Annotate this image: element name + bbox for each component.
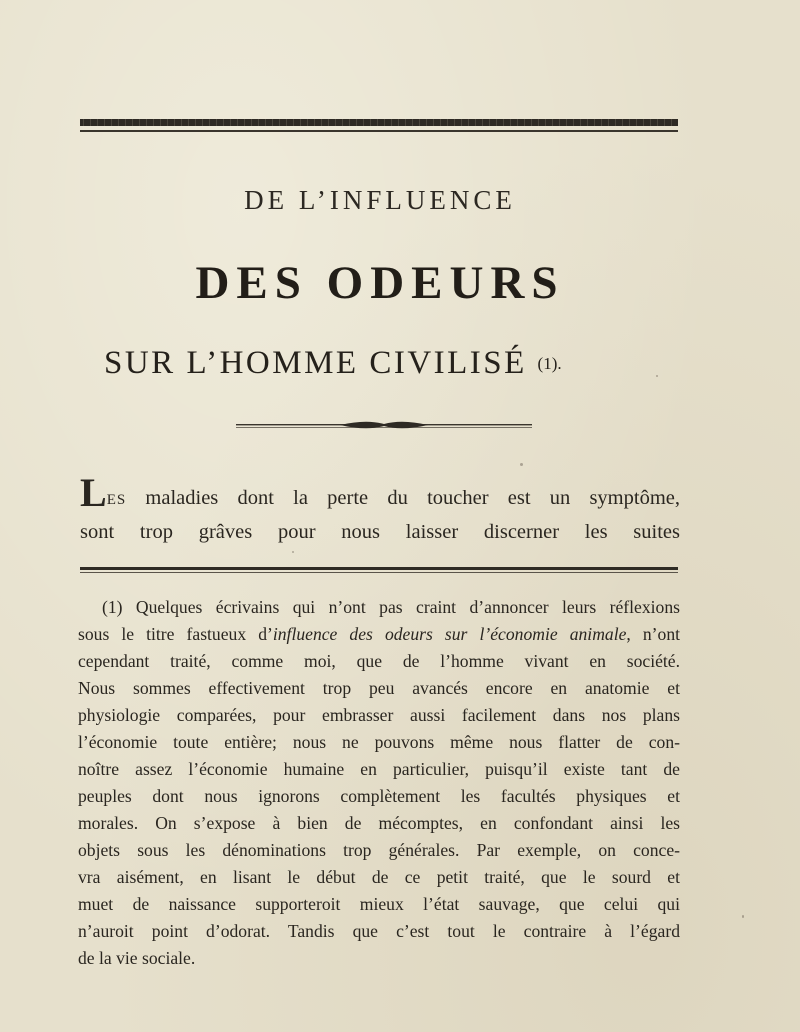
top-double-rule-thick — [80, 119, 678, 126]
footnote-line: cependant traité, comme moi, que de l’homme vivant en société. — [78, 651, 680, 671]
top-double-rule-thin — [80, 130, 678, 132]
paper-speck — [292, 551, 294, 553]
paper-speck — [520, 463, 523, 466]
title-line-2: DES ODEURS — [195, 257, 565, 309]
body-paragraph — [80, 470, 680, 548]
title-line-3-text: SUR L’HOMME CIVILISÉ — [104, 345, 527, 381]
footnote-italic-title: influence des odeurs sur l’économie animale — [272, 624, 627, 644]
footnote — [78, 594, 680, 972]
footnote-line-2-start: sous le titre fastueux d’ — [78, 624, 273, 644]
footnote-line: (1) Quelques écrivains qui n’ont pas craint d’annoncer leurs réflexions — [102, 597, 680, 617]
footnote-line-2-end: , n’ont — [626, 624, 681, 644]
footnote-line — [78, 621, 680, 648]
ornamental-divider — [236, 418, 532, 432]
footnote-line: de la vie sociale. — [78, 948, 196, 968]
body-line-2: sont trop grâves pour nous laisser discerner les suites — [80, 521, 680, 543]
paper-speck — [656, 375, 658, 377]
footnote-separator-rule — [80, 567, 678, 570]
footnote-line: n’auroit point d’odorat. Tandis que c’est tout le contraire à l’égard — [78, 921, 680, 941]
body-line-1 — [80, 470, 680, 516]
paper-speck — [742, 915, 744, 918]
footnote-line: objets sous les dénominations trop générales. Par exemple, on conce- — [78, 840, 680, 860]
footnote-line: peuples dont nous ignorons complètement les facultés physiques et — [78, 786, 680, 806]
footnote-line: l’économie toute entière; nous ne pouvons même nous flatter de con- — [78, 732, 680, 752]
footnote-line: noître assez l’économie humaine en particulier, puisqu’il existe tant de — [78, 759, 680, 779]
footnote-line: physiologie comparées, pour embrasser aussi facilement dans nos plans — [78, 705, 680, 725]
footnote-line: muet de naissance supporteroit mieux l’état sauvage, que celui qui — [78, 894, 680, 914]
title-line-3 — [104, 345, 684, 382]
body-smallcaps: ES — [106, 492, 127, 508]
footnote-line: vra aisément, en lisant le début de ce petit traité, que le sourd et — [78, 867, 680, 887]
footnote-separator-rule-thin — [80, 572, 678, 573]
footnote-line: Nous sommes effectivement trop peu avancés encore en anatomie et — [78, 678, 680, 698]
body-line-1-text: maladies dont la perte du toucher est un symptôme, — [145, 487, 680, 509]
title-line-1: DE L’INFLUENCE — [244, 185, 516, 215]
title-footnote-ref: (1). — [537, 354, 562, 373]
footnote-line: morales. On s’expose à bien de mécomptes, en confondant ainsi les — [78, 813, 680, 833]
drop-cap: L — [80, 470, 107, 515]
